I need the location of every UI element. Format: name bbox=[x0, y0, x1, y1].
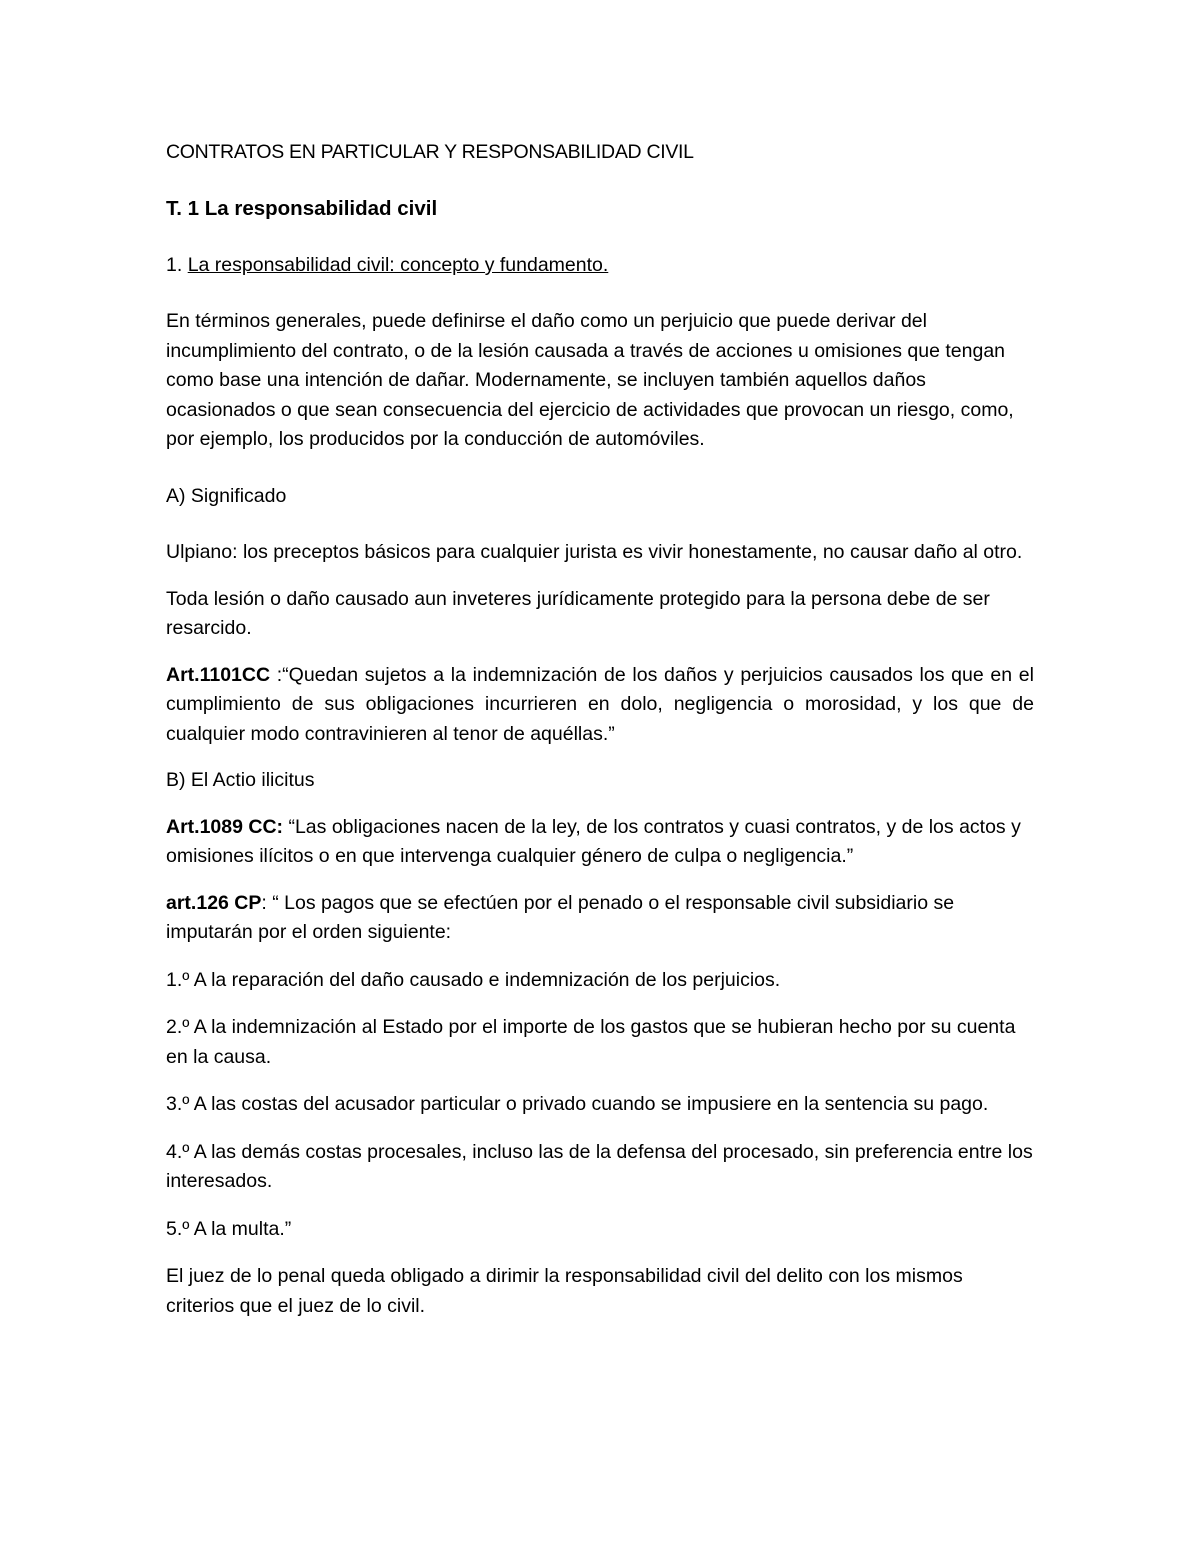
closing-paragraph: El juez de lo penal queda obligado a dirimir la responsabilidad civil del delito con los mismos criterios que el juez de lo civil. bbox=[166, 1265, 963, 1317]
intro-paragraph: En términos generales, puede definirse el daño como un perjuicio que puede derivar del incumplimiento del contrato, o de la lesión causada a través de acciones u omisiones que tengan como base una intención de dañar. Modernamente, se incluyen también aquellos daños ocasionados o que sean consecuencia del ejercicio de actividades que provocan un riesgo, como, por ejemplo, los producidos por la conducción de automóviles. bbox=[166, 310, 1014, 450]
document-title: CONTRATOS EN PARTICULAR Y RESPONSABILIDAD CIVIL bbox=[166, 141, 694, 163]
list-item-5: 5.º A la multa.” bbox=[166, 1217, 292, 1240]
art-126-paragraph bbox=[166, 889, 1034, 948]
art-1101-paragraph bbox=[166, 661, 1034, 750]
art-1089-ref: Art.1089 CC: bbox=[166, 815, 284, 838]
section-number: 1. bbox=[166, 254, 188, 276]
art-126-ref: art.126 CP bbox=[166, 891, 262, 914]
list-item-4: 4.º A las demás costas procesales, incluso las de la defensa del procesado, sin preferencia entre los interesados. bbox=[166, 1140, 1033, 1192]
art-1089-paragraph bbox=[166, 813, 1034, 872]
subheading-b: B) El Actio ilicitus bbox=[166, 769, 315, 791]
art-126-text: : “ Los pagos que se efectúen por el penado o el responsable civil subsidiario se imputarán por el orden siguiente: bbox=[166, 891, 955, 943]
document-page bbox=[166, 138, 1034, 1339]
art-1089-text: “Las obligaciones nacen de la ley, de los contratos y cuasi contratos, y de los actos y omisiones ilícitos o en que intervenga cualquier género de culpa o negligencia.” bbox=[166, 815, 1021, 867]
ulpiano-paragraph: Ulpiano: los preceptos básicos para cualquier jurista es vivir honestamente, no causar daño al otro. bbox=[166, 541, 1023, 563]
subheading-a: A) Significado bbox=[166, 484, 287, 507]
list-item-2: 2.º A la indemnización al Estado por el importe de los gastos que se hubieran hecho por su cuenta en la causa. bbox=[166, 1016, 1016, 1068]
art-1101-ref: Art.1101CC bbox=[166, 663, 271, 686]
topic-title: T. 1 La responsabilidad civil bbox=[166, 197, 438, 220]
list-item-3: 3.º A las costas del acusador particular o privado cuando se impusiere en la sentencia su pago. bbox=[166, 1093, 989, 1115]
list-item-1: 1.º A la reparación del daño causado e indemnización de los perjuicios. bbox=[166, 968, 781, 991]
section-heading-label: La responsabilidad civil: concepto y fundamento. bbox=[187, 254, 609, 276]
section-heading bbox=[166, 251, 1034, 280]
art-1101-text: :“Quedan sujetos a la indemnización de los daños y perjuicios causados los que en el cumplimiento de sus obligaciones incurrieren en dolo, negligencia o morosidad, y los que de cualquier modo contravinieren al tenor de aquéllas.” bbox=[166, 663, 1034, 745]
lesion-paragraph: Toda lesión o daño causado aun inveteres jurídicamente protegido para la persona debe de ser resarcido. bbox=[166, 587, 990, 639]
